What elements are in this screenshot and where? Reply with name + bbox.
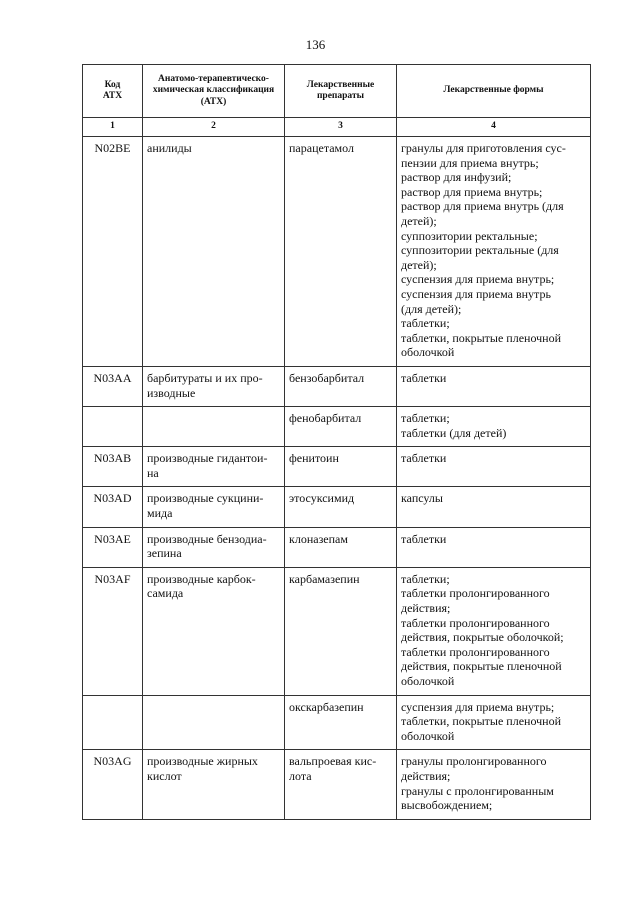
drug-cell: вальпроевая кис- лота [285, 750, 397, 819]
atx-code-cell: N03AD [83, 487, 143, 527]
table-header-row [83, 65, 591, 118]
table-row [83, 366, 591, 406]
column-number: 2 [143, 118, 285, 137]
header-code: Код АТХ [83, 65, 143, 118]
classification-cell: анилиды [143, 137, 285, 367]
atx-code-cell: N03AA [83, 366, 143, 406]
forms-cell: таблетки [397, 447, 591, 487]
forms-cell: суспензия для приема внутрь; таблетки, покрытые пленочной оболочкой [397, 695, 591, 750]
forms-cell: гранулы пролонгированного действия; гранулы с пролонгированным высвобождением; [397, 750, 591, 819]
atx-code-cell: N03AF [83, 567, 143, 695]
atx-code-cell: N03AB [83, 447, 143, 487]
table-row [83, 567, 591, 695]
drug-cell: окскарбазепин [285, 695, 397, 750]
classification-cell: производные карбок- самида [143, 567, 285, 695]
header-forms: Лекарственные формы [397, 65, 591, 118]
atx-code-cell: N03AE [83, 527, 143, 567]
drug-cell: этосуксимид [285, 487, 397, 527]
classification-cell: производные сукцини- мида [143, 487, 285, 527]
drug-cell: фенитоин [285, 447, 397, 487]
classification-cell: производные жирных кислот [143, 750, 285, 819]
column-number: 1 [83, 118, 143, 137]
header-drugs: Лекарственные препараты [285, 65, 397, 118]
drug-cell: карбамазепин [285, 567, 397, 695]
forms-cell: таблетки [397, 527, 591, 567]
table-row [83, 447, 591, 487]
atx-code-cell [83, 695, 143, 750]
classification-cell: барбитураты и их про- изводные [143, 366, 285, 406]
column-number: 4 [397, 118, 591, 137]
classification-cell: производные гидантои- на [143, 447, 285, 487]
drug-cell: фенобарбитал [285, 407, 397, 447]
atx-code-cell: N03AG [83, 750, 143, 819]
page-number: 136 [305, 37, 326, 52]
forms-cell: гранулы для приготовления сус- пензии для приема внутрь; раствор для инфузий; раствор для приема внутрь; раствор для приема внутрь (для детей); суппозитории ректальные; суппозитории ректальные (для детей); суспензия для приема внутрь; суспензия для приема внутрь (для детей); таблетки; таблетки, покрытые пленочной оболочкой [397, 137, 591, 367]
atx-code-cell: N02BE [83, 137, 143, 367]
drug-cell: клоназепам [285, 527, 397, 567]
table-row [83, 527, 591, 567]
atx-drug-table [82, 64, 591, 820]
table-row [83, 137, 591, 367]
header-classification: Анатомо-терапевтическо- химическая классификация (АТХ) [143, 65, 285, 118]
forms-cell: таблетки; таблетки (для детей) [397, 407, 591, 447]
drug-cell: бензобарбитал [285, 366, 397, 406]
column-number-row [83, 118, 591, 137]
forms-cell: таблетки [397, 366, 591, 406]
classification-cell [143, 407, 285, 447]
atx-code-cell [83, 407, 143, 447]
forms-cell: капсулы [397, 487, 591, 527]
classification-cell [143, 695, 285, 750]
column-number: 3 [285, 118, 397, 137]
table-row [83, 750, 591, 819]
table-row [83, 407, 591, 447]
drug-cell: парацетамол [285, 137, 397, 367]
forms-cell: таблетки; таблетки пролонгированного действия; таблетки пролонгированного действия, покрытые оболочкой; таблетки пролонгированного действия, покрытые пленочной оболочкой [397, 567, 591, 695]
table-row [83, 695, 591, 750]
table-row [83, 487, 591, 527]
classification-cell: производные бензодиа- зепина [143, 527, 285, 567]
